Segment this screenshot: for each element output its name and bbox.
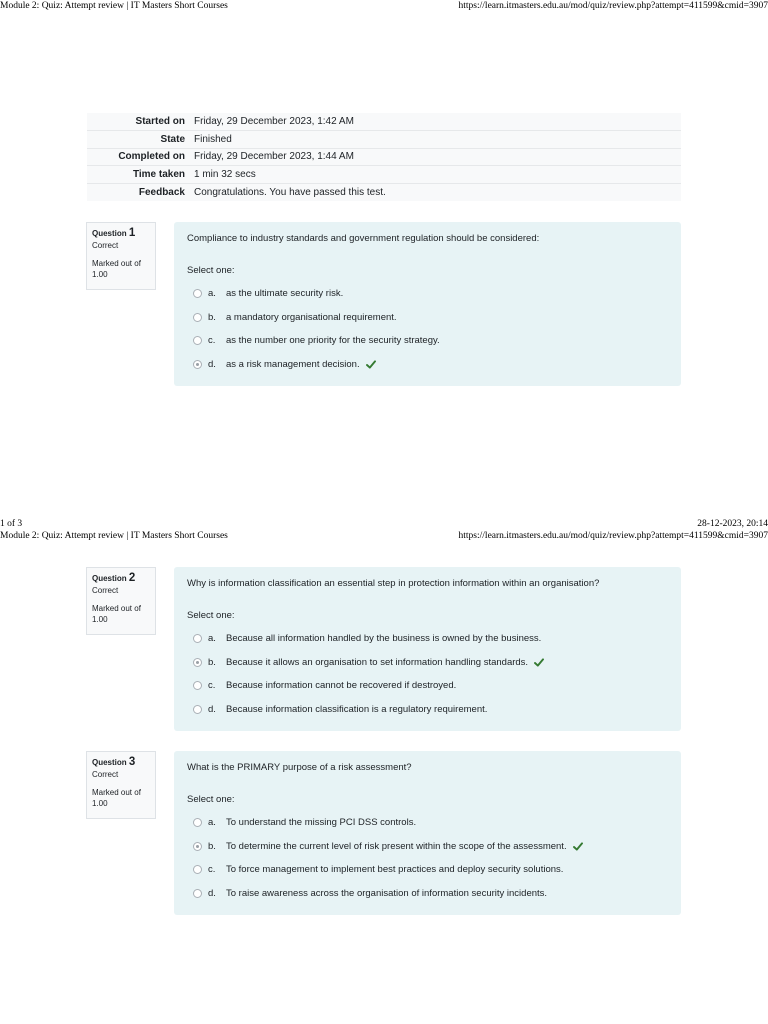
radio-button[interactable] <box>193 313 202 322</box>
option-letter: d. <box>208 887 216 899</box>
option-letter: a. <box>208 817 216 829</box>
question-text: What is the PRIMARY purpose of a risk assessment? <box>187 762 412 773</box>
answer-option[interactable] <box>193 674 668 698</box>
print-datetime: 28-12-2023, 20:14 <box>697 519 768 529</box>
option-text: a mandatory organisational requirement. <box>226 311 397 323</box>
question-content-1 <box>174 222 681 386</box>
print-title: Module 2: Quiz: Attempt review | IT Masters Short Courses <box>0 1 228 11</box>
summary-row <box>87 131 681 149</box>
question-number: Question 3 <box>92 756 136 768</box>
answer-option[interactable] <box>193 651 668 675</box>
summary-value: 1 min 32 secs <box>194 168 256 180</box>
question-text: Why is information classification an essential step in protection information within an organisation? <box>187 578 600 589</box>
question-content-2 <box>174 567 681 731</box>
correct-check-icon <box>366 360 376 369</box>
question-number: Question 2 <box>92 572 136 584</box>
select-prompt: Select one: <box>187 610 235 621</box>
summary-row <box>87 183 681 201</box>
radio-button[interactable] <box>193 289 202 298</box>
summary-label: Time taken <box>132 168 185 180</box>
option-text: Because information classification is a regulatory requirement. <box>226 703 488 715</box>
question-state: Correct <box>92 586 119 595</box>
answer-option[interactable] <box>193 698 668 722</box>
option-text: as a risk management decision. <box>226 358 360 370</box>
answer-options <box>187 282 668 376</box>
answer-option[interactable] <box>193 282 668 306</box>
option-letter: b. <box>208 656 216 668</box>
answer-option[interactable] <box>193 306 668 330</box>
radio-button[interactable] <box>193 681 202 690</box>
answer-option[interactable] <box>193 858 668 882</box>
summary-value: Friday, 29 December 2023, 1:42 AM <box>194 116 354 127</box>
option-text: To understand the missing PCI DSS controls. <box>226 817 417 829</box>
print-url: https://learn.itmasters.edu.au/mod/quiz/review.php?attempt=411599&cmid=3907 <box>458 1 768 11</box>
option-letter: c. <box>208 680 216 692</box>
attempt-summary-table <box>87 113 681 201</box>
print-url: https://learn.itmasters.edu.au/mod/quiz/review.php?attempt=411599&cmid=3907 <box>458 531 768 541</box>
summary-value: Finished <box>194 133 232 145</box>
option-text: Because it allows an organisation to set information handling standards. <box>226 656 529 668</box>
radio-button[interactable] <box>193 705 202 714</box>
radio-button[interactable] <box>193 889 202 898</box>
option-letter: a. <box>208 288 216 300</box>
summary-label: State <box>160 133 185 145</box>
summary-value: Friday, 29 December 2023, 1:44 AM <box>194 151 354 163</box>
option-text: To determine the current level of risk present within the scope of the assessment. <box>226 840 567 852</box>
page-number: 1 of 3 <box>0 519 23 529</box>
answer-options <box>187 811 668 905</box>
radio-selected[interactable] <box>193 360 202 369</box>
summary-label: Completed on <box>118 151 185 163</box>
question-state: Correct <box>92 770 119 779</box>
question-state: Correct <box>92 241 119 250</box>
radio-selected[interactable] <box>193 842 202 851</box>
question-number: Question 1 <box>92 227 136 239</box>
option-text: To raise awareness across the organisation of information security incidents. <box>226 887 548 899</box>
summary-row <box>87 166 681 184</box>
summary-row <box>87 148 681 166</box>
option-text: Because all information handled by the business is owned by the business. <box>226 633 542 645</box>
option-text: Because information cannot be recovered if destroyed. <box>226 680 457 692</box>
option-letter: b. <box>208 311 216 323</box>
summary-label: Started on <box>135 116 185 127</box>
radio-button[interactable] <box>193 818 202 827</box>
option-letter: c. <box>208 864 216 876</box>
question-content-3 <box>174 751 681 915</box>
answer-option[interactable] <box>193 882 668 906</box>
option-letter: c. <box>208 335 216 347</box>
summary-row <box>87 113 681 131</box>
answer-option[interactable] <box>193 627 668 651</box>
question-grade: Marked out of 1.00 <box>92 604 141 624</box>
option-text: as the number one priority for the security strategy. <box>226 335 440 347</box>
answer-option[interactable] <box>193 811 668 835</box>
print-header <box>0 530 768 542</box>
option-letter: d. <box>208 358 216 370</box>
select-prompt: Select one: <box>187 265 235 276</box>
answer-option[interactable] <box>193 835 668 859</box>
answer-options <box>187 627 668 721</box>
option-text: as the ultimate security risk. <box>226 288 344 300</box>
print-title: Module 2: Quiz: Attempt review | IT Masters Short Courses <box>0 531 228 541</box>
radio-button[interactable] <box>193 336 202 345</box>
summary-label: Feedback <box>138 186 185 198</box>
radio-button[interactable] <box>193 865 202 874</box>
correct-check-icon <box>534 658 544 667</box>
radio-button[interactable] <box>193 634 202 643</box>
correct-check-icon <box>573 842 583 851</box>
radio-selected[interactable] <box>193 658 202 667</box>
question-grade: Marked out of 1.00 <box>92 259 141 279</box>
summary-value: Congratulations. You have passed this test. <box>194 186 386 198</box>
question-grade: Marked out of 1.00 <box>92 788 141 808</box>
option-letter: b. <box>208 840 216 852</box>
answer-option[interactable] <box>193 329 668 353</box>
select-prompt: Select one: <box>187 794 235 805</box>
option-text: To force management to implement best practices and deploy security solutions. <box>226 864 564 876</box>
question-info-2 <box>86 567 156 635</box>
option-letter: d. <box>208 703 216 715</box>
question-info-3 <box>86 751 156 819</box>
question-info-1 <box>86 222 156 290</box>
answer-option[interactable] <box>193 353 668 377</box>
print-header <box>0 0 768 12</box>
option-letter: a. <box>208 633 216 645</box>
print-footer <box>0 518 768 530</box>
question-text: Compliance to industry standards and government regulation should be considered: <box>187 233 540 244</box>
